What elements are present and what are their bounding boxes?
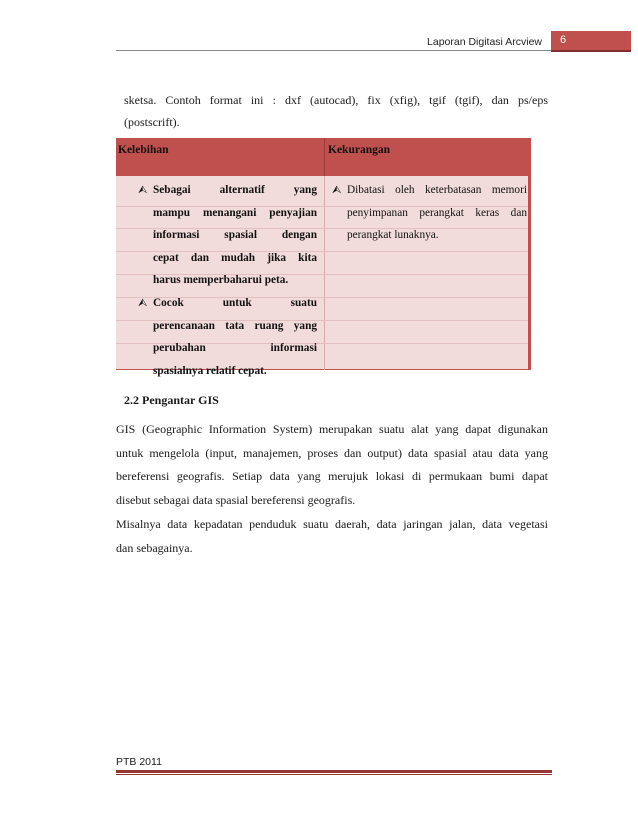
header-badge-rule (551, 50, 631, 52)
footer-text: PTB 2011 (116, 756, 162, 768)
paragraph-gis-definition (116, 418, 548, 512)
paragraph-line: dan sebagainya. (116, 540, 193, 555)
footer-rule-thin (116, 774, 552, 775)
arrow-bullet-icon: ⮙ (332, 184, 342, 196)
cell-line: perubahan informasi (153, 342, 317, 355)
paragraph-line: GIS (Geographic Information System) merupakan suatu alat yang dapat digunakan (116, 422, 548, 436)
kelebihan-item-1 (153, 179, 317, 292)
page-number-badge: 6 (551, 31, 631, 50)
kekurangan-item-1 (347, 179, 527, 247)
paragraph-line: Misalnya data kepadatan penduduk suatu daerah, data jaringan jalan, data vegetasi (116, 517, 548, 531)
cell-line: Cocok untuk suatu (153, 297, 317, 309)
cell-line: perangkat lunaknya. (347, 229, 439, 242)
header-kekurangan: Kekurangan (328, 144, 390, 156)
cell-line: Sebagai alternatif yang (153, 184, 317, 196)
cell-line: mampu menangani penyajian (153, 206, 317, 219)
cell-line: penyimpanan perangkat keras dan (347, 206, 527, 219)
kelebihan-item-2 (153, 292, 317, 382)
arrow-bullet-icon: ⮙ (138, 184, 148, 196)
cell-line: perencanaan tata ruang yang (153, 319, 317, 332)
cell-line: cepat dan mudah jika kita (153, 251, 317, 264)
paragraph-examples (116, 513, 548, 560)
cell-line: harus memperbaharui peta. (153, 274, 289, 287)
cell-line: Dibatasi oleh keterbatasan memori (347, 184, 527, 196)
cell-line: spasialnya relatif cepat. (153, 364, 267, 377)
paragraph-line: bereferensi geografis. Setiap data yang merujuk lokasi di permukaan bumi dapat (116, 469, 548, 483)
running-header-title: Laporan Digitasi Arcview (427, 36, 542, 48)
header-kelebihan: Kelebihan (118, 144, 169, 156)
arrow-bullet-icon: ⮙ (138, 297, 148, 309)
header-divider (324, 138, 325, 176)
paragraph-line: disebut sebagai data spasial bereferensi geografis. (116, 492, 356, 507)
header-rule (116, 50, 552, 51)
section-heading: 2.2 Pengantar GIS (124, 393, 219, 407)
table-body (116, 176, 531, 377)
cell-line: informasi spasial dengan (153, 229, 317, 242)
table-header-row (116, 138, 531, 176)
intro-line-2: (postscrift). (124, 115, 180, 129)
intro-line-1: sketsa. Contoh format ini : dxf (autocad), fix (xfig), tgif (tgif), dan ps/eps (124, 93, 548, 107)
comparison-table (116, 138, 531, 377)
footer-rule-thick (116, 770, 552, 773)
paragraph-line: untuk mengelola (input, manajemen, proses dan output) data spasial atau data yang (116, 445, 548, 460)
